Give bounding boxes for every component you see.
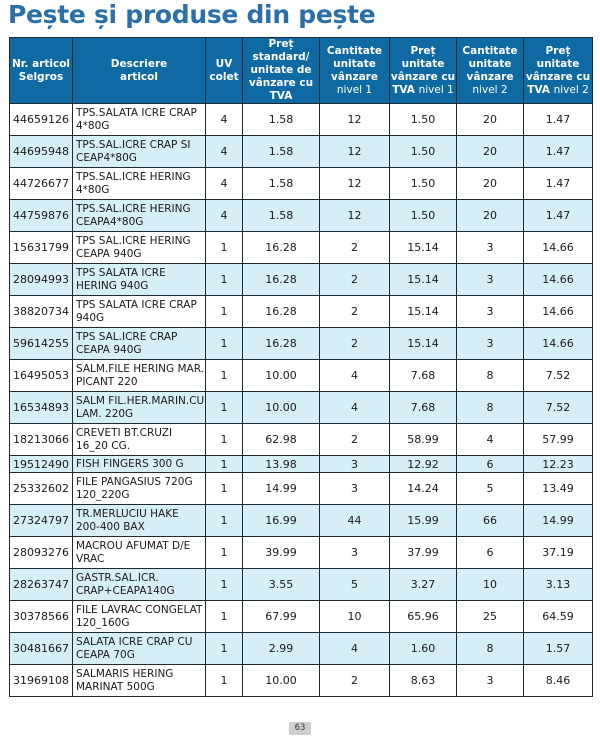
cell-uv-colet: 1 [206,232,243,264]
cell-price-standard: 10.00 [243,360,320,392]
cell-price-standard: 16.99 [243,505,320,537]
cell-description [73,473,206,505]
table-row [10,264,593,296]
cell-price-level-2: 7.52 [524,360,593,392]
table-row [10,601,593,633]
header-description: Descriere articol [73,38,206,104]
cell-price-level-2: 14.66 [524,296,593,328]
cell-price-level-1: 8.63 [390,665,457,697]
cell-price-level-2: 8.46 [524,665,593,697]
description-line: CEAPA 940G [76,343,142,356]
cell-qty-level-1: 2 [320,264,390,296]
description-line: MACROU AFUMAT D/E [76,539,191,552]
cell-qty-level-2: 5 [457,473,524,505]
cell-price-level-2: 1.47 [524,168,593,200]
cell-article-no: 44726677 [10,168,73,200]
cell-description [73,104,206,136]
cell-price-standard: 3.55 [243,569,320,601]
cell-description [73,505,206,537]
cell-price-level-1: 58.99 [390,424,457,456]
cell-qty-level-1: 5 [320,569,390,601]
cell-qty-level-2: 20 [457,168,524,200]
table-row [10,104,593,136]
cell-price-level-2: 1.47 [524,136,593,168]
description-line: CRAP+CEAPA140G [76,584,175,597]
cell-price-level-2: 37.19 [524,537,593,569]
cell-price-standard: 39.99 [243,537,320,569]
table-row [10,200,593,232]
table-row [10,232,593,264]
cell-description [73,360,206,392]
cell-qty-level-2: 4 [457,424,524,456]
cell-price-level-2: 14.66 [524,328,593,360]
cell-price-level-2: 14.66 [524,264,593,296]
table-row [10,665,593,697]
cell-description [73,569,206,601]
cell-qty-level-1: 2 [320,328,390,360]
cell-price-level-1: 1.50 [390,104,457,136]
cell-uv-colet: 1 [206,392,243,424]
description-line: FILE PANGASIUS 720G [76,475,193,488]
cell-article-no: 27324797 [10,505,73,537]
cell-price-level-2: 64.59 [524,601,593,633]
cell-uv-colet: 1 [206,601,243,633]
cell-uv-colet: 1 [206,569,243,601]
cell-article-no: 16495053 [10,360,73,392]
description-line: 940G [76,311,105,324]
cell-price-level-2: 7.52 [524,392,593,424]
description-line: TPS SALATA ICRE CRAP [76,298,197,311]
cell-article-no: 16534893 [10,392,73,424]
cell-price-level-1: 15.14 [390,264,457,296]
description-line: CEAPA 70G [76,648,135,661]
cell-article-no: 19512490 [10,456,73,473]
cell-article-no: 15631799 [10,232,73,264]
cell-uv-colet: 4 [206,136,243,168]
cell-price-level-2: 1.47 [524,104,593,136]
cell-qty-level-1: 44 [320,505,390,537]
cell-article-no: 25332602 [10,473,73,505]
cell-uv-colet: 1 [206,264,243,296]
header-price-level-2: Preț unitate vânzare cu TVA nivel 2 [524,38,593,104]
cell-price-level-2: 57.99 [524,424,593,456]
cell-uv-colet: 1 [206,456,243,473]
cell-uv-colet: 1 [206,537,243,569]
header-price-standard: Preț standard/ unitate de vânzare cu TVA [243,38,320,104]
cell-price-level-2: 14.99 [524,505,593,537]
cell-qty-level-2: 6 [457,537,524,569]
cell-price-level-1: 65.96 [390,601,457,633]
cell-article-no: 38820734 [10,296,73,328]
cell-qty-level-2: 3 [457,665,524,697]
description-line: TR.MERLUCIU HAKE [76,507,179,520]
cell-price-level-1: 12.92 [390,456,457,473]
cell-description [73,200,206,232]
description-line: SALATA ICRE CRAP CU [76,635,193,648]
description-line: 16_20 CG. [76,439,131,452]
cell-price-standard: 1.58 [243,168,320,200]
cell-description [73,168,206,200]
cell-qty-level-2: 8 [457,360,524,392]
cell-qty-level-2: 10 [457,569,524,601]
description-line: LAM. 220G [76,407,134,420]
cell-price-standard: 2.99 [243,633,320,665]
cell-qty-level-2: 20 [457,136,524,168]
table-row [10,168,593,200]
cell-qty-level-1: 3 [320,537,390,569]
description-line: HERING 940G [76,279,149,292]
cell-uv-colet: 1 [206,296,243,328]
description-line: 4*80G [76,119,110,132]
cell-qty-level-2: 20 [457,104,524,136]
cell-qty-level-2: 3 [457,328,524,360]
description-line: TPS SAL.ICRE CRAP [76,330,178,343]
product-table [9,37,593,697]
cell-qty-level-1: 12 [320,200,390,232]
description-line: SALM FIL.HER.MARIN.CU [76,394,205,407]
cell-qty-level-2: 8 [457,633,524,665]
cell-qty-level-2: 66 [457,505,524,537]
cell-uv-colet: 1 [206,424,243,456]
table-row [10,505,593,537]
table-row [10,456,593,473]
description-line: TPS.SALATA ICRE CRAP [76,106,197,119]
cell-price-standard: 16.28 [243,232,320,264]
cell-qty-level-1: 2 [320,296,390,328]
cell-description [73,136,206,168]
description-line: TPS SALATA ICRE [76,266,166,279]
header-uv-colet: UV colet [206,38,243,104]
cell-article-no: 28093276 [10,537,73,569]
cell-article-no: 59614255 [10,328,73,360]
cell-article-no: 30481667 [10,633,73,665]
cell-price-level-1: 3.27 [390,569,457,601]
table-row [10,569,593,601]
cell-uv-colet: 4 [206,168,243,200]
cell-price-standard: 10.00 [243,665,320,697]
cell-price-level-1: 7.68 [390,392,457,424]
description-line: 4*80G [76,183,110,196]
description-line: FILE LAVRAC CONGELAT [76,603,203,616]
cell-description [73,328,206,360]
cell-price-level-1: 1.60 [390,633,457,665]
description-line: CEAP4*80G [76,151,137,164]
cell-article-no: 44759876 [10,200,73,232]
cell-uv-colet: 4 [206,200,243,232]
cell-qty-level-1: 12 [320,136,390,168]
cell-article-no: 18213066 [10,424,73,456]
header-article-no: Nr. articol Selgros [10,38,73,104]
cell-uv-colet: 1 [206,665,243,697]
cell-qty-level-1: 3 [320,456,390,473]
description-line: CEAPA 940G [76,247,142,260]
cell-uv-colet: 1 [206,328,243,360]
table-row [10,392,593,424]
cell-uv-colet: 1 [206,633,243,665]
description-line: TPS.SAL.ICRE HERING [76,170,191,183]
cell-price-standard: 10.00 [243,392,320,424]
cell-qty-level-2: 20 [457,200,524,232]
cell-article-no: 44659126 [10,104,73,136]
table-row [10,136,593,168]
cell-uv-colet: 1 [206,505,243,537]
description-line: 120_160G [76,616,130,629]
description-line: GASTR.SAL.ICR. [76,571,159,584]
cell-price-level-2: 14.66 [524,232,593,264]
cell-qty-level-2: 8 [457,392,524,424]
cell-qty-level-1: 4 [320,633,390,665]
cell-qty-level-1: 4 [320,392,390,424]
cell-article-no: 44695948 [10,136,73,168]
cell-description [73,424,206,456]
header-price-level-1: Preț unitate vânzare cu TVA nivel 1 [390,38,457,104]
cell-price-standard: 1.58 [243,200,320,232]
cell-qty-level-1: 4 [320,360,390,392]
cell-article-no: 31969108 [10,665,73,697]
table-row [10,296,593,328]
table-row [10,424,593,456]
cell-price-level-2: 1.57 [524,633,593,665]
cell-qty-level-1: 12 [320,104,390,136]
cell-description [73,456,206,473]
cell-qty-level-1: 10 [320,601,390,633]
cell-qty-level-2: 3 [457,264,524,296]
cell-price-standard: 16.28 [243,264,320,296]
cell-price-standard: 16.28 [243,328,320,360]
cell-price-level-1: 7.68 [390,360,457,392]
cell-description [73,537,206,569]
cell-description [73,633,206,665]
cell-uv-colet: 4 [206,104,243,136]
table-header-row [10,38,593,104]
cell-uv-colet: 1 [206,473,243,505]
cell-price-level-1: 15.14 [390,328,457,360]
cell-price-level-2: 3.13 [524,569,593,601]
cell-price-standard: 14.99 [243,473,320,505]
description-line: TPS SAL.ICRE HERING [76,234,191,247]
table-row [10,360,593,392]
cell-article-no: 28094993 [10,264,73,296]
cell-qty-level-2: 3 [457,232,524,264]
cell-price-standard: 62.98 [243,424,320,456]
cell-price-level-1: 15.14 [390,232,457,264]
cell-qty-level-2: 25 [457,601,524,633]
description-line: MARINAT 500G [76,680,155,693]
cell-description [73,392,206,424]
cell-price-level-2: 12.23 [524,456,593,473]
cell-price-standard: 13.98 [243,456,320,473]
cell-price-standard: 1.58 [243,136,320,168]
table-row [10,537,593,569]
cell-qty-level-1: 3 [320,473,390,505]
header-qty-level-2: Cantitate unitate vânzare nivel 2 [457,38,524,104]
cell-price-level-1: 1.50 [390,136,457,168]
cell-price-level-1: 1.50 [390,168,457,200]
cell-price-level-1: 14.24 [390,473,457,505]
cell-qty-level-1: 2 [320,665,390,697]
description-line: TPS.SAL.ICRE HERING [76,202,191,215]
description-line: 200-400 BAX [76,520,145,533]
description-line: FISH FINGERS 300 G [76,457,184,470]
cell-price-standard: 1.58 [243,104,320,136]
cell-qty-level-2: 3 [457,296,524,328]
cell-qty-level-2: 6 [457,456,524,473]
cell-price-level-1: 37.99 [390,537,457,569]
cell-description [73,296,206,328]
description-line: 120_220G [76,488,130,501]
cell-description [73,665,206,697]
cell-qty-level-1: 2 [320,424,390,456]
cell-article-no: 30378566 [10,601,73,633]
cell-price-standard: 16.28 [243,296,320,328]
page-number: 63 [289,722,311,735]
description-line: PICANT 220 [76,375,138,388]
cell-price-level-1: 15.99 [390,505,457,537]
cell-price-level-2: 1.47 [524,200,593,232]
page-title: Pește și produse din pește [8,0,376,29]
description-line: TPS.SAL.ICRE CRAP SI [76,138,191,151]
cell-article-no: 28263747 [10,569,73,601]
table-row [10,633,593,665]
description-line: SALMARIS HERING [76,667,174,680]
description-line: VRAC [76,552,105,565]
cell-description [73,601,206,633]
cell-qty-level-1: 12 [320,168,390,200]
cell-description [73,232,206,264]
cell-description [73,264,206,296]
cell-price-level-2: 13.49 [524,473,593,505]
cell-price-standard: 67.99 [243,601,320,633]
cell-price-level-1: 15.14 [390,296,457,328]
description-line: SALM.FILE HERING MAR. [76,362,204,375]
table-row [10,473,593,505]
header-qty-level-1: Cantitate unitate vânzare nivel 1 [320,38,390,104]
cell-qty-level-1: 2 [320,232,390,264]
cell-price-level-1: 1.50 [390,200,457,232]
description-line: CREVETI BT.CRUZI [76,426,173,439]
description-line: CEAPA4*80G [76,215,144,228]
table-row [10,328,593,360]
cell-uv-colet: 1 [206,360,243,392]
